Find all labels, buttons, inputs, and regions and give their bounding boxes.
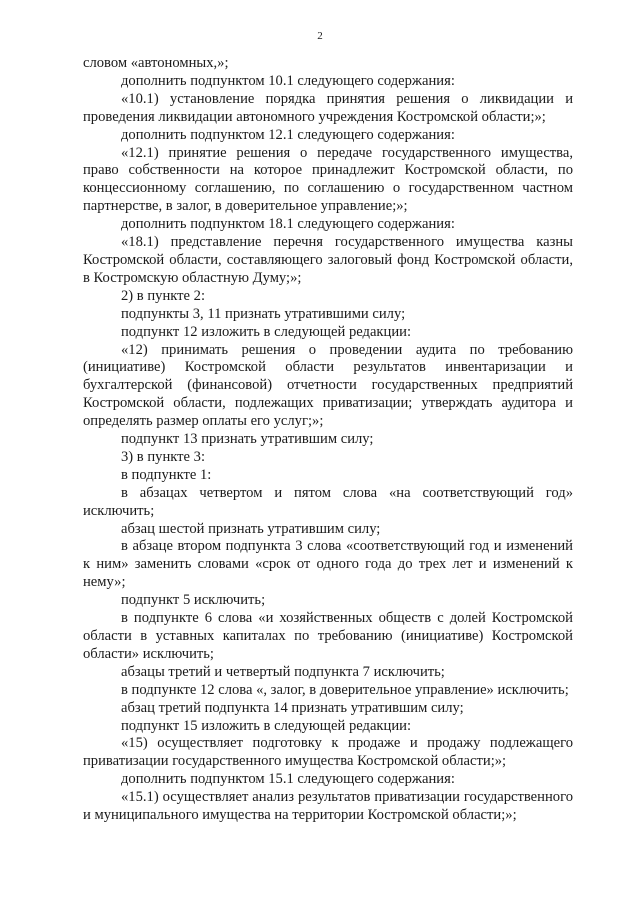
paragraph: абзац шестой признать утратившим силу; <box>121 520 381 537</box>
paragraph: подпункты 3, 11 признать утратившими силу; <box>121 305 406 322</box>
paragraph: 3) в пункте 3: <box>121 448 206 465</box>
paragraph: подпункт 15 изложить в следующей редакции: <box>121 717 412 734</box>
paragraph: «15.1) осуществляет анализ результатов приватизации государственного и муниципального имущества на территории Костромской области;»; <box>83 789 573 824</box>
paragraph: дополнить подпунктом 15.1 следующего содержания: <box>121 771 455 788</box>
paragraph: дополнить подпунктом 12.1 следующего содержания: <box>121 126 455 143</box>
paragraph: подпункт 12 изложить в следующей редакции: <box>121 323 412 340</box>
paragraph: в абзаце втором подпункта 3 слова «соответствующий год и изменений к ним» заменить словами «срок от одного года до трех лет и изменений к нему»; <box>83 538 573 591</box>
paragraph: дополнить подпунктом 10.1 следующего содержания: <box>121 72 455 89</box>
paragraph: 2) в пункте 2: <box>121 287 206 304</box>
paragraph: абзацы третий и четвертый подпункта 7 исключить; <box>121 663 445 680</box>
paragraph: в подпункте 6 слова «и хозяйственных обществ с долей Костромской области в уставных капиталах по требованию (инициативе) Костромской области» исключить; <box>83 610 573 662</box>
paragraph: в подпункте 1: <box>121 466 212 483</box>
paragraph: «12) принимать решения о проведении аудита по требованию (инициативе) Костромской области результатов инвентаризации и бухгалтерской (финансовой) отчетности государственных предприятий Костромской области, подлежащих приватизации; утверждать аудитора и определять размер оплаты его услуг;»; <box>83 341 573 430</box>
paragraph: абзац третий подпункта 14 признать утратившим силу; <box>121 699 464 716</box>
paragraph: словом «автономных,»; <box>83 55 229 71</box>
paragraph: подпункт 13 признать утратившим силу; <box>121 431 374 448</box>
paragraph: подпункт 5 исключить; <box>121 592 266 609</box>
page-number: 2 <box>317 30 323 42</box>
paragraph: в абзацах четвертом и пятом слова «на соответствующий год» исключить; <box>83 484 573 519</box>
paragraph: «15) осуществляет подготовку к продаже и продажу подлежащего приватизации государственного имущества Костромской области;»; <box>83 735 573 770</box>
paragraph: «10.1) установление порядка принятия решения о ликвидации и проведения ликвидации автономного учреждения Костромской области;»; <box>83 90 573 125</box>
paragraph: в подпункте 12 слова «, залог, в доверительное управление» исключить; <box>121 681 569 698</box>
document-body <box>83 55 573 825</box>
paragraph: «18.1) представление перечня государственного имущества казны Костромской области, составляющего залоговый фонд Костромской области, в Костромскую областную Думу;»; <box>83 234 573 286</box>
paragraph: «12.1) принятие решения о передаче государственного имущества, право собственности на которое принадлежит Костромской области, по концессионному соглашению, по соглашению о государственном частном партнерстве, в залог, в доверительное управление;»; <box>83 144 573 215</box>
paragraph: дополнить подпунктом 18.1 следующего содержания: <box>121 216 455 233</box>
